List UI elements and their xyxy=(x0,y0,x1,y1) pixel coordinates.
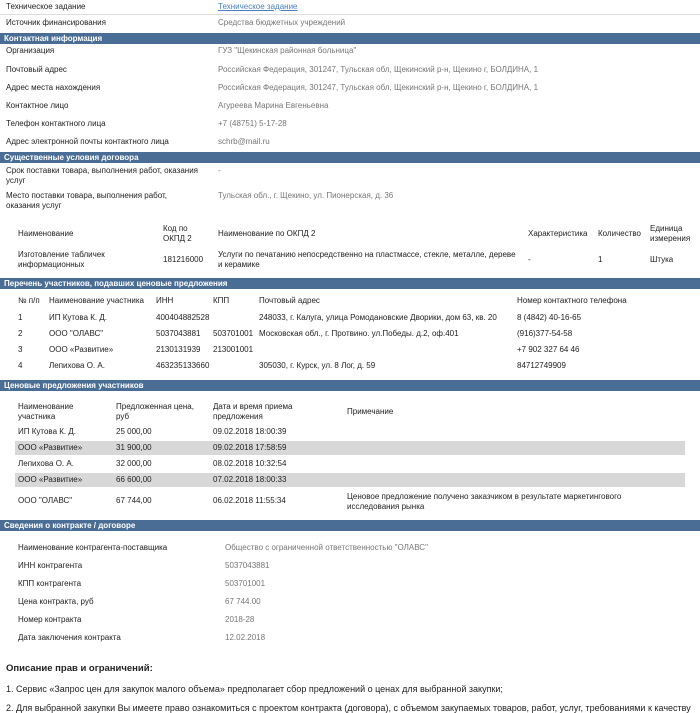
o-col-note: Примечание xyxy=(347,407,394,416)
contract-label: ИНН контрагента xyxy=(18,561,83,570)
offer-date: 08.02.2018 10:32:54 xyxy=(213,459,287,468)
contract-label: Наименование контрагента-поставщика xyxy=(18,543,168,552)
participant-inn: 5037043881 xyxy=(156,329,201,338)
offer-row xyxy=(15,425,685,439)
rights-title xyxy=(6,663,700,674)
contact-label: Организация xyxy=(6,46,55,55)
participant-n: 2 xyxy=(18,329,23,338)
participant-addr: 305030, г. Курск, ул. 8 Лог, д. 59 xyxy=(259,361,376,370)
participant-n: 3 xyxy=(18,345,23,354)
p-col-inn: ИНН xyxy=(156,296,174,305)
terms-section-header: Существенные условия договора xyxy=(0,152,700,163)
item-okpd-name: Услуги по печатанию непосредственно на пластмассе, стекле, металле, дереве и керамике xyxy=(218,250,516,269)
contact-value: ГУЗ "Щекинская районная больница" xyxy=(218,46,357,55)
p-col-addr: Почтовый адрес xyxy=(259,296,320,305)
place-value: Тульская обл., г. Щекино, ул. Пионерская, д. 36 xyxy=(218,191,394,200)
participant-addr: Московская обл., г. Протвино. ул.Победы. д.2, оф.401 xyxy=(259,329,459,338)
participant-kpp: 503701001 xyxy=(213,329,254,338)
offer-date: 09.02.2018 17:58:59 xyxy=(213,443,287,452)
contact-value: Российская Федерация, 301247, Тульская обл, Щекинский р-н, Щекино г, БОЛДИНА, 1 xyxy=(218,65,539,74)
participant-phone: (916)377-54-58 xyxy=(517,329,573,338)
offer-price: 67 744,00 xyxy=(116,496,152,505)
contact-label: Почтовый адрес xyxy=(6,65,67,74)
contact-label: Контактное лицо xyxy=(6,101,69,110)
p-col-phone: Номер контактного телефона xyxy=(517,296,627,305)
item-unit: Штука xyxy=(650,255,674,264)
participant-inn: 400404882528 xyxy=(156,313,210,322)
contract-label: КПП контрагента xyxy=(18,579,82,588)
contract-value: Общество с ограниченной ответственностью "ОЛАВС" xyxy=(225,543,428,552)
offer-price: 32 000,00 xyxy=(116,459,152,468)
participant-name: ООО «Развитие» xyxy=(49,345,114,354)
place-label: Место поставки товара, выполнения работ, оказания услуг xyxy=(6,191,168,210)
p-col-name: Наименование участника xyxy=(49,296,144,305)
o-col-date: Дата и время приема предложения xyxy=(213,402,293,421)
offer-date: 07.02.2018 18:00:33 xyxy=(213,475,287,484)
offer-price: 31 900,00 xyxy=(116,443,152,452)
offer-date: 06.02.2018 11:55:34 xyxy=(213,496,286,505)
participant-addr: 248033, г. Калуга, улица Ромодановские Дворики, дом 63, кв. 20 xyxy=(259,313,497,322)
deadline-label: Срок поставки товара, выполнения работ, оказания услуг xyxy=(6,166,198,185)
offer-price: 66 600,00 xyxy=(116,475,152,484)
p-col-kpp: КПП xyxy=(213,296,230,305)
contact-value: Российская Федерация, 301247, Тульская обл, Щекинский р-н, Щекино г, БОЛДИНА, 1 xyxy=(218,83,539,92)
offer-name: Лепихова О. А. xyxy=(18,459,74,468)
col-char: Характеристика xyxy=(528,229,588,238)
contract-label: Дата заключения контракта xyxy=(18,633,121,642)
participant-inn: 2130131939 xyxy=(156,345,201,354)
offer-name: ИП Кутова К. Д. xyxy=(18,427,76,436)
participants-section-header: Перечень участников, подавших ценовые предложения xyxy=(0,278,700,289)
contract-value: 67 744.00 xyxy=(225,597,261,606)
contact-value: +7 (48751) 5-17-28 xyxy=(218,119,287,128)
contact-section-header: Контактная информация xyxy=(0,33,700,44)
item-name: Изготовление табличек информационных xyxy=(18,250,105,269)
participant-n: 1 xyxy=(18,313,23,322)
o-col-name: Наименование участника xyxy=(18,402,74,421)
col-name: Наименование xyxy=(18,229,74,238)
contact-label: Адрес электронной почты контактного лица xyxy=(6,137,169,146)
rights-title-text: Описание прав и ограничений: xyxy=(6,663,153,674)
rights-p1: 1. Сервис «Запрос цен для закупок малого объема» предполагает сбор предложений о ценах для выбранной закупки; xyxy=(6,684,503,694)
col-qty: Количество xyxy=(598,229,641,238)
contract-value: 503701001 xyxy=(225,579,266,588)
contract-value: 12.02.2018 xyxy=(225,633,266,642)
participant-name: ИП Кутова К. Д. xyxy=(49,313,107,322)
offer-row xyxy=(15,473,685,487)
participant-name: ООО "ОЛАВС" xyxy=(49,329,104,338)
deadline-value: - xyxy=(218,166,221,175)
offer-note: Ценовое предложение получено заказчиком в результате маркетингового исследования рынка xyxy=(347,492,622,511)
item-qty: 1 xyxy=(598,255,603,264)
contact-value: schrb@mail.ru xyxy=(218,137,270,146)
tech-task-label: Техническое задание xyxy=(6,2,86,11)
offer-name: ООО "ОЛАВС" xyxy=(18,496,73,505)
offer-row xyxy=(15,457,685,471)
participant-phone: +7 902 327 64 46 xyxy=(517,345,580,354)
financing-value: Средства бюджетных учреждений xyxy=(218,18,346,27)
offer-name: ООО «Развитие» xyxy=(18,443,83,452)
contract-label: Цена контракта, руб xyxy=(18,597,94,606)
tech-task-link[interactable]: Техническое задание xyxy=(218,2,298,11)
participant-kpp: 213001001 xyxy=(213,345,254,354)
participant-phone: 84712749909 xyxy=(517,361,566,370)
offer-date: 09.02.2018 18:00:39 xyxy=(213,427,287,436)
col-okpd: Код по ОКПД 2 xyxy=(163,224,192,243)
contract-section-header: Сведения о контракте / договоре xyxy=(0,520,700,531)
contract-label: Номер контракта xyxy=(18,615,82,624)
o-col-price: Предложенная цена, руб xyxy=(116,402,194,421)
participant-n: 4 xyxy=(18,361,23,370)
contract-value: 2018-28 xyxy=(225,615,255,624)
col-unit: Единица измерения xyxy=(650,224,691,243)
offer-row xyxy=(15,441,685,455)
offer-price: 25 000,00 xyxy=(116,427,152,436)
contact-value: Агуреева Марина Евгеньевна xyxy=(218,101,329,110)
financing-label: Источник финансирования xyxy=(6,18,106,27)
p-col-n: № п/п xyxy=(18,296,40,305)
participant-phone: 8 (4842) 40-16-65 xyxy=(517,313,582,322)
col-okpd-name: Наименование по ОКПД 2 xyxy=(218,229,316,238)
item-okpd: 181216000 xyxy=(163,255,204,264)
participant-name: Лепихова О. А. xyxy=(49,361,105,370)
participant-inn: 463235133660 xyxy=(156,361,210,370)
item-char: - xyxy=(528,255,531,264)
contract-value: 5037043881 xyxy=(225,561,270,570)
contact-label: Адрес места нахождения xyxy=(6,83,101,92)
offers-section-header: Ценовые предложения участников xyxy=(0,380,700,391)
contact-label: Телефон контактного лица xyxy=(6,119,106,128)
offer-row xyxy=(15,490,685,512)
offer-name: ООО «Развитие» xyxy=(18,475,83,484)
rights-p2: 2. Для выбранной закупки Вы имеете право ознакомиться с проектом контракта (договора), с объемом закупаемых товаров, работ, услуг, требованиями к качеству xyxy=(6,703,691,713)
